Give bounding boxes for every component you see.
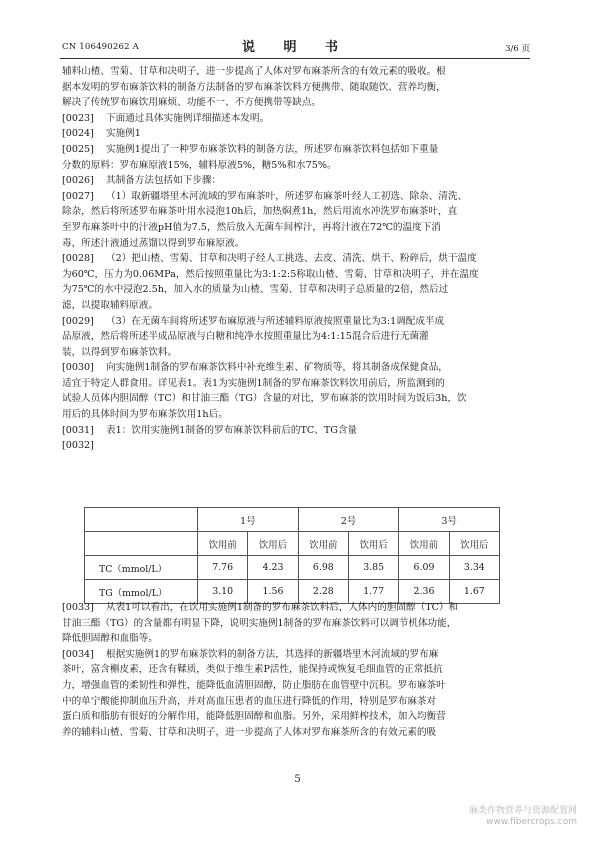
paragraph-text: 中的单宁酸能抑制血压升高，并对高血压患者的血压进行降低的作用，特别是罗布麻茶对 — [62, 695, 437, 707]
paragraph-text: 甘油三酯（TG）的含量都有明显下降，说明实施例1制备的罗布麻茶饮料可以调节机体功能， — [62, 617, 457, 629]
paragraph-text: 降低胆固醇和血脂等。 — [62, 633, 158, 645]
paragraph-line — [62, 267, 532, 283]
table-cell: 6.98 — [298, 556, 348, 580]
paragraph-text: 根据实施例1的罗布麻茶饮料的制备方法，其选择的新疆塔里木河流域的罗布麻 — [106, 648, 439, 660]
watermark-url: www.fibercrops.com — [486, 817, 577, 827]
paragraph-text: 分数的原料：罗布麻原液15%，辅料原液5%，糖5%和水75%。 — [62, 159, 337, 171]
paragraph-line — [62, 725, 532, 741]
table-cell: 1.77 — [348, 580, 398, 604]
paragraph-line — [62, 662, 532, 678]
paragraph-text: （3）在无菌车间将所述罗布麻原液与所述辅料原液按照重量比为3:1调配成半成 — [106, 315, 445, 327]
paragraph-line — [62, 314, 532, 330]
page-of-indicator: 3/6 页 — [505, 44, 530, 54]
paragraph-line — [62, 360, 532, 376]
paragraph-number: [0030] — [62, 362, 94, 374]
paragraph-line — [62, 64, 532, 80]
paragraph — [62, 189, 532, 251]
paragraph — [62, 600, 532, 647]
table-subheader-row — [85, 532, 500, 556]
paragraph-number: [0031] — [62, 424, 94, 436]
table-cell: 6.09 — [399, 556, 449, 580]
table-group-header: 2号 — [298, 508, 399, 532]
paragraph-text: 力，增强血管的柔韧性和弹性，能降低血清胆固醇，防止脂肪在血管壁中沉积。罗布麻茶叶 — [62, 679, 446, 691]
paragraph-line — [62, 126, 532, 142]
table-row — [85, 556, 500, 580]
paragraph-text: 装，以得到罗布麻茶饮料。 — [62, 346, 178, 358]
table-cell: 2.28 — [298, 580, 348, 604]
table-cell: 3.34 — [449, 556, 499, 580]
table-cell: 3.10 — [198, 580, 248, 604]
table-group-header-row — [85, 508, 500, 532]
document-body-continued — [62, 600, 532, 740]
table-corner-cell — [85, 532, 198, 556]
table-subheader: 饮用前 — [298, 532, 348, 556]
paragraph-line — [62, 95, 532, 111]
paragraph-line — [62, 709, 532, 725]
paragraph-number: [0025] — [62, 143, 94, 155]
paragraph-line — [62, 251, 532, 267]
paragraph-text: 从表1可以看出，在饮用实施例1制备的罗布麻茶饮料后，人体内的胆固醇（TC）和 — [106, 602, 459, 613]
table-subheader: 饮用后 — [449, 532, 499, 556]
paragraph — [62, 647, 532, 741]
paragraph-line — [62, 329, 532, 345]
table-cell: 3.85 — [348, 556, 398, 580]
paragraph-line — [62, 438, 532, 454]
paragraph-text: 据本发明的罗布麻茶饮料的制备方法制备的罗布麻茶饮料方便携带、随取随饮、营养均衡， — [62, 81, 446, 93]
document-body — [62, 64, 532, 454]
paragraph-number: [0027] — [62, 190, 94, 202]
paragraph-text: 养的辅料山楂、雪菊、甘草和决明子，进一步提高了人体对罗布麻茶所含的有效元素的吸 — [62, 726, 437, 738]
paragraph-text: 蛋白质和脂肪有很好的分解作用，能降低胆固醇和血脂。另外，采用鲜榨技术，加入均衡营 — [62, 711, 446, 723]
table-cell: 2.36 — [399, 580, 449, 604]
paragraph-number: [0029] — [62, 315, 94, 327]
header-rule — [60, 58, 530, 59]
table-row-label: TG（mmol/L） — [85, 580, 198, 604]
paragraph-number: [0032] — [62, 440, 94, 452]
paragraph-line — [62, 345, 532, 361]
paragraph-text: 表1：饮用实施例1制备的罗布麻茶饮料前后的TC、TG含量 — [106, 424, 358, 436]
paragraph-text: 除杂，然后将所述罗布麻茶叶用水浸泡10h后，加热焖煮1h，然后用流水冲洗罗布麻茶叶，直 — [62, 206, 458, 218]
paragraph-line — [62, 391, 532, 407]
paragraph-number: [0034] — [62, 648, 94, 660]
paragraph-number: [0028] — [62, 253, 94, 265]
paragraph-line — [62, 694, 532, 710]
paragraph-line — [62, 647, 532, 663]
paragraph-text: 为75℃的水中浸泡2.5h，加入水的质量为山楂、雪菊、甘草和决明子总质量的2倍，然后过 — [62, 284, 449, 296]
paragraph-number: [0023] — [62, 112, 94, 124]
paragraph-line — [62, 236, 532, 252]
table-subheader: 饮用后 — [248, 532, 298, 556]
paragraph-text: 下面通过具体实施例详细描述本发明。 — [106, 112, 270, 124]
page-number: 5 — [294, 774, 301, 785]
paragraph-text: 实施例1 — [106, 128, 141, 140]
paragraph-text: 至罗布麻茶叶中的汁液pH值为7.5，然后放入无菌车间榨汁，再将汁液在72℃的温度下消 — [62, 221, 441, 233]
paragraph-number: [0024] — [62, 128, 94, 140]
table-subheader: 饮用后 — [348, 532, 398, 556]
paragraph-text: 用后的具体时间为罗布麻茶饮用1h后。 — [62, 409, 228, 421]
paragraph-number: [0033] — [62, 602, 94, 613]
document-title: 说 明 书 — [241, 40, 351, 55]
table-group-header: 1号 — [198, 508, 299, 532]
paragraph-number: [0026] — [62, 175, 94, 187]
paragraph-line — [62, 678, 532, 694]
paragraph-text: 解决了传统罗布麻饮用麻烦、功能不一、不方便携带等缺点。 — [62, 97, 322, 109]
paragraph — [62, 360, 532, 422]
paragraph-line — [62, 189, 532, 205]
paragraph-text: 向实施例1制备的罗布麻茶饮料中补充维生素、矿物质等，将其制备成保健食品， — [106, 362, 448, 374]
paragraph — [62, 423, 532, 439]
paragraph-line — [62, 204, 532, 220]
paragraph — [62, 142, 532, 173]
results-table — [84, 507, 500, 604]
table-cell: 7.76 — [198, 556, 248, 580]
paragraph-line — [62, 376, 532, 392]
paragraph-text: 毒，所述汁液通过蒸馏以得到罗布麻原液。 — [62, 237, 245, 249]
paragraph-text: 实施例1提出了一种罗布麻茶饮料的制备方法，所述罗布麻茶饮料包括如下重量 — [106, 143, 439, 155]
table-cell: 1.67 — [449, 580, 499, 604]
page-header — [62, 36, 530, 56]
table-cell: 1.56 — [248, 580, 298, 604]
paragraph-line — [62, 298, 532, 314]
paragraph-line — [62, 220, 532, 236]
paragraph-line — [62, 142, 532, 158]
paragraph-line — [62, 407, 532, 423]
table-corner-cell — [85, 508, 198, 532]
table-cell: 4.23 — [248, 556, 298, 580]
paragraph — [62, 314, 532, 361]
paragraph — [62, 173, 532, 189]
patent-number: CN 106490262 A — [62, 42, 139, 52]
table-subheader: 饮用前 — [399, 532, 449, 556]
paragraph — [62, 111, 532, 127]
watermark-site-name: 麻类作物营养与资源配置网 — [468, 806, 577, 816]
paragraph-line — [62, 423, 532, 439]
paragraph-line — [62, 282, 532, 298]
paragraph-line — [62, 80, 532, 96]
paragraph — [62, 438, 532, 454]
paragraph-text: 其制备方法包括如下步骤： — [106, 175, 222, 187]
table-group-header: 3号 — [399, 508, 500, 532]
paragraph-line — [62, 616, 532, 632]
paragraph-line — [62, 600, 532, 616]
paragraph-text: 为60℃，压力为0.06MPa，然后按照重量比为3:1:2:5称取山楂、雪菊、甘草和决明子，并在温度 — [62, 268, 479, 280]
paragraph — [62, 251, 532, 313]
paragraph — [62, 64, 532, 111]
paragraph-text: 适宜于特定人群食用。详见表1。表1为实施例1制备的罗布麻茶饮料饮用前后，所监测到的 — [62, 377, 445, 389]
site-watermark — [469, 806, 577, 828]
paragraph — [62, 126, 532, 142]
paragraph-line — [62, 631, 532, 647]
paragraph-text: 茶叶，富含槲皮素，还含有鞣质，类似于维生素P活性，能保持或恢复毛细血管的正常抵抗 — [62, 664, 443, 676]
paragraph-text: （2）把山楂、雪菊、甘草和决明子经人工挑选、去皮、清洗、烘干、粉碎后，烘干温度 — [106, 253, 477, 265]
paragraph-text: 试验人员体内胆固醇（TC）和甘油三酯（TG）含量的对比，罗布麻茶的饮用时间为饭后3h，饮 — [62, 393, 467, 405]
paragraph-text: 品原液，然后将所述半成品原液与白糖和纯净水按照重量比为4:1:15混合后进行无菌灌 — [62, 331, 429, 343]
paragraph-text: （1）取新疆塔里木河流域的罗布麻茶叶，所述罗布麻茶叶经人工初选、除杂、清洗、 — [106, 190, 468, 202]
paragraph-text: 辅料山楂、雪菊、甘草和决明子，进一步提高了人体对罗布麻茶所含的有效元素的吸收。根 — [62, 66, 446, 77]
paragraph-text: 滤，以提取辅料原液。 — [62, 299, 158, 311]
table-row-label: TC（mmol/L） — [85, 556, 198, 580]
paragraph-line — [62, 173, 532, 189]
paragraph-line — [62, 158, 532, 174]
paragraph-line — [62, 111, 532, 127]
table-subheader: 饮用前 — [198, 532, 248, 556]
